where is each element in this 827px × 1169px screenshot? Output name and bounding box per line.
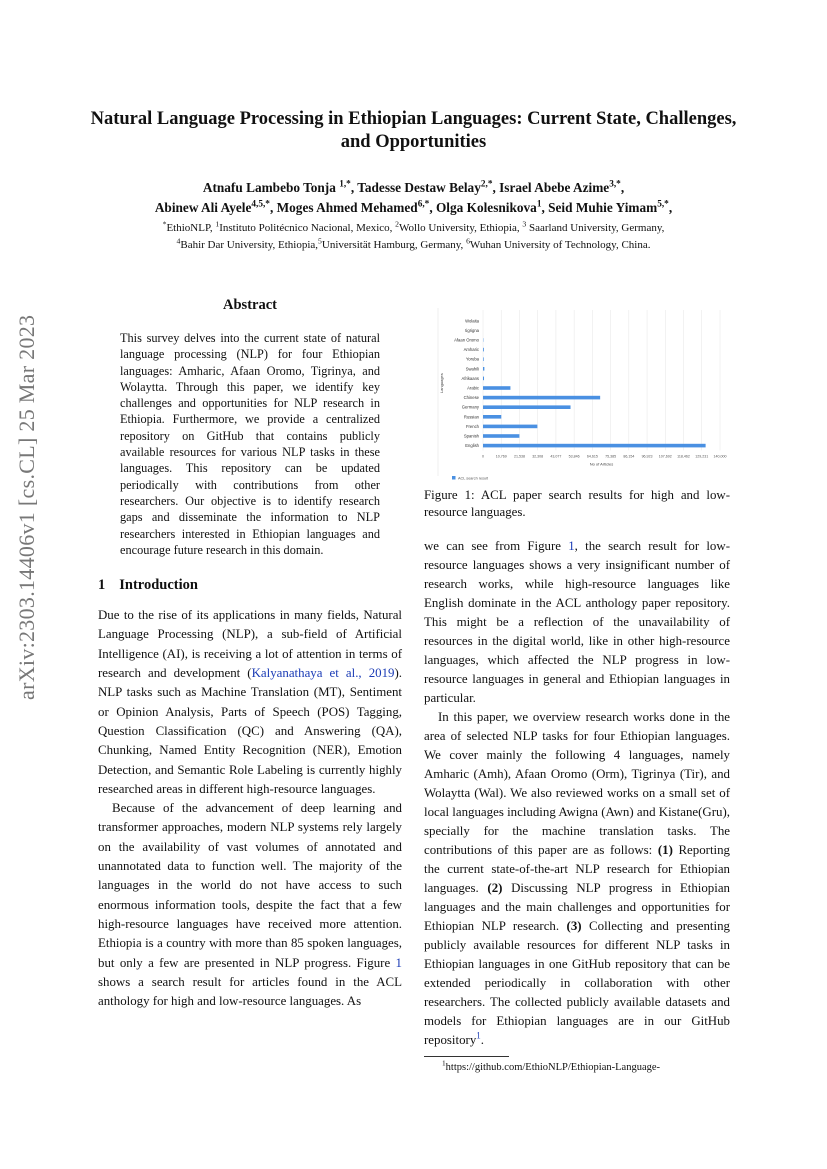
text: Discussing NLP progress in Ethiopian languages and the main challenges and opportunities for Ethiopian NLP research. <box>424 881 730 933</box>
x-tick-label: 21,538 <box>513 454 525 459</box>
right-column <box>424 306 730 1074</box>
author-line-2: Abinew Ali Ayele$^{4,5,*}$, Moges Ahmed Mehamed$^{6,*}$, Olga Kolesnikova$^1$, Seid Muhie Yimam$^{5,*}$, <box>154 199 673 215</box>
y-tick-label: French <box>465 423 479 429</box>
x-tick-label: 64,615 <box>586 454 598 459</box>
section-number: 1 <box>98 577 106 594</box>
author-affil-mark: 6,* <box>417 199 430 210</box>
y-tick-label: tigrigna <box>465 327 479 333</box>
x-tick-label: 32,308 <box>532 454 544 459</box>
contribution-number: (3) <box>566 919 582 933</box>
affiliation: Universität Hamburg, Germany, <box>321 239 467 251</box>
affiliations <box>60 220 767 254</box>
text: Due to the rise of its applications in many fields, Natural Language Processing (NLP), a sub-field of Artificial Intelligence (AI), is receiving a lot of attention in terms of research and development ( <box>98 608 402 681</box>
affil-mark: 1 <box>215 219 220 229</box>
paragraph <box>424 708 730 1050</box>
x-tick-label: 43,077 <box>550 454 562 459</box>
author-name: , Israel Abebe Azime <box>492 180 610 195</box>
affiliation: EthioNLP, <box>166 222 216 234</box>
legend-swatch <box>452 476 456 480</box>
affil-mark: 2 <box>395 219 400 229</box>
author-name: , Tadesse Destaw Belay <box>350 180 481 195</box>
y-tick-label: English <box>465 443 479 449</box>
bar-arabic <box>483 386 510 390</box>
section-title: Introduction <box>119 577 198 594</box>
y-tick-label: Russian <box>463 414 479 420</box>
author-affil-mark: 4,5,* <box>251 199 270 210</box>
x-tick-label: 107,692 <box>658 454 672 459</box>
x-tick-label: 75,385 <box>605 454 617 459</box>
text: we can see from Figure <box>424 539 569 553</box>
bar-russian <box>483 415 501 419</box>
bar-french <box>483 425 537 429</box>
bar-english <box>483 444 706 448</box>
text: . <box>480 1033 485 1047</box>
bar-yoruba <box>483 357 484 361</box>
bar-spanish <box>483 434 519 438</box>
text: Collecting and presenting publicly available resources for different NLP tasks in Ethiopian languages in one GitHub repository that can be extended periodically in collaboration with other researchers. The collected publicly available datasets and models for Ethiopian languages are in our GitHub repository <box>424 919 730 1047</box>
legend-label: ACL search result <box>458 476 489 481</box>
author-line-1: Atnafu Lambebo Tonja $^{1,*}$, Tadesse Destaw Belay$^{2,*}$, Israel Abebe Azime$^{3,*}$, <box>202 179 625 195</box>
x-tick-label: 140,000 <box>713 454 727 459</box>
y-tick-label: Afrikaans <box>461 375 479 381</box>
affiliation: Saarland University, Germany, <box>526 222 665 234</box>
arxiv-sidebar-stamp: arXiv:2303.14406v1 [cs.CL] 25 Mar 2023 <box>14 314 39 700</box>
footnote-url[interactable]: https://github.com/EthioNLP/Ethiopian-Language- <box>445 1062 661 1073</box>
author-list <box>60 178 767 218</box>
bar-swahili <box>483 367 484 371</box>
figure-ref-link[interactable]: 1 <box>395 955 402 970</box>
author-affil-mark: 3,* <box>609 179 621 190</box>
right-column-body <box>424 537 730 1050</box>
left-column <box>98 296 402 1011</box>
left-column-body <box>98 606 402 1011</box>
bar-chart <box>424 306 730 486</box>
affiliation-line-1 <box>60 220 767 237</box>
author-name: , Olga Kolesnikova <box>429 200 537 215</box>
x-tick-label: 10,769 <box>495 454 507 459</box>
affil-mark: * <box>162 219 167 229</box>
bar-afrikaans <box>483 377 484 381</box>
paragraph <box>98 799 402 1011</box>
text: In this paper, we overview research works done in the area of selected NLP tasks for four Ethiopian languages. We cover mainly the following 4 languages, namely Amharic (Amh), Afaan Oromo (Orm), Tigrinya (Tir), and Wolaytta (Wal). We also reviewed works on a small set of local languages including Awigna (Awn) and Kistane(Gru), specially for the machine translation tasks. The contributions of this paper are as follows: <box>424 710 730 857</box>
y-tick-label: Amharic <box>463 347 479 353</box>
y-tick-label: Wolaita <box>465 318 479 324</box>
text: Reporting the current state-of-the-art NLP research for Ethiopian languages. <box>424 843 730 895</box>
bar-chinese <box>483 396 600 400</box>
y-tick-label: Chinese <box>463 395 479 401</box>
text: ). NLP tasks such as Machine Translation (MT), Sentiment or Opinion Analysis, Parts of Speech (POS) Tagging, Question Classification (QC) and Answering (QA), Chunking, Named Entity Recognition (NER), Emotion Detection, and Semantic Role Labeling is currently highly researched areas in different high-resource languages. <box>98 666 402 796</box>
paper-header <box>60 108 767 254</box>
footnote-link[interactable]: 1 <box>476 1030 481 1041</box>
figure-1-chart <box>424 306 730 486</box>
abstract-heading: Abstract <box>223 297 277 313</box>
bar-germany <box>483 405 571 409</box>
affiliation: Wuhan University of Technology, China. <box>469 239 651 251</box>
text: Because of the advancement of deep learning and transformer approaches, modern NLP systems rely largely on the availability of vast volumes of annotated and unannotated data to function well. The majority of the languages in the world do not have access to such enormous information tools, despite the fact that a few high-resource languages have received more attention. Ethiopia is a country with more than 85 spoken languages, but only a few are presented in NLP progress. Figure <box>98 801 402 970</box>
affil-mark: 3 <box>522 219 527 229</box>
affiliation: Instituto Politécnico Nacional, Mexico, <box>219 222 396 234</box>
y-tick-label: Germany <box>461 404 479 410</box>
x-tick-label: 0 <box>482 454 484 459</box>
x-tick-label: 96,923 <box>641 454 653 459</box>
y-tick-label: Arabic <box>467 385 479 391</box>
x-tick-label: 53,846 <box>568 454 580 459</box>
y-axis-title: Languages <box>439 373 444 394</box>
x-tick-label: 86,154 <box>623 454 635 459</box>
x-tick-label: 118,462 <box>677 454 690 459</box>
footnote-divider <box>424 1056 509 1057</box>
paragraph <box>424 537 730 708</box>
bar-amharic <box>483 348 484 352</box>
affil-mark: 6 <box>466 236 470 246</box>
y-tick-label: Swahili <box>465 366 479 372</box>
contribution-number: (1) <box>657 843 673 857</box>
abstract-text: This survey delves into the current state of natural language processing (NLP) for four Ethiopian languages: Amharic, Afaan Oromo, Tigrinya, and Wolaytta. Through this paper, we identify key challenges and opportunities for NLP research in Ethiopia. Furthermore, we provide a centralized repository on GitHub that contains publicly available resources for various NLP tasks in these languages. This repository can be updated periodically with contributions from other researchers. Our objective is to identify research gaps and disseminate the information to NLP researchers interested in Ethiopian languages and encourage future research in this domain. <box>120 331 380 557</box>
paper-title: Natural Language Processing in Ethiopian Languages: Current State, Challenges, and Opportunities <box>90 109 737 152</box>
author-name: Atnafu Lambebo Tonja <box>202 180 340 195</box>
affiliation: Bahir Dar University, Ethiopia, <box>180 239 319 251</box>
contribution-number: (2) <box>487 881 503 895</box>
footnote-mark: 1 <box>442 1058 446 1068</box>
author-affil-mark: 1 <box>536 199 542 210</box>
author-affil-mark: 2,* <box>480 179 493 190</box>
citation-link[interactable]: Kalyanathaya et al., 2019 <box>251 666 395 681</box>
text: , the search result for low-resource languages shows a very insignificant number of research works, while high-resource languages like English dominate in the ACL anthology paper repository. This might be a reflection of the unavailability of resources in the digital world, like in other high-resource languages, which affected the NLP progress in low-resource languages in general and Ethiopian languages in particular. <box>424 539 730 705</box>
paragraph <box>98 606 402 799</box>
text: shows a search result for articles found in the ACL anthology for high and low-resource languages. As <box>98 974 402 1009</box>
footnote <box>424 1058 730 1074</box>
author-name: Abinew Ali Ayele <box>154 200 252 215</box>
affiliation-line-2 <box>60 237 767 254</box>
y-tick-label: Afaan Oromo <box>454 337 479 343</box>
author-affil-mark: 5,* <box>657 199 669 210</box>
figure-ref-link[interactable]: 1 <box>568 539 575 553</box>
x-tick-label: 129,231 <box>695 454 709 459</box>
affiliation: Wollo University, Ethiopia, <box>399 222 523 234</box>
affil-mark: 5 <box>318 236 322 246</box>
affil-mark: 4 <box>176 236 181 246</box>
y-tick-label: Yoruba <box>465 356 479 362</box>
x-axis-title: No of Articles <box>589 461 614 467</box>
author-name: , Moges Ahmed Mehamed <box>269 200 418 215</box>
author-affil-mark: 1,* <box>339 179 351 190</box>
section-heading-introduction <box>98 576 402 594</box>
author-name: , Seid Muhie Yimam <box>541 200 658 215</box>
figure-caption: Figure 1: ACL paper search results for high and low-resource languages. <box>424 488 730 519</box>
y-tick-label: Spanish <box>463 433 479 439</box>
